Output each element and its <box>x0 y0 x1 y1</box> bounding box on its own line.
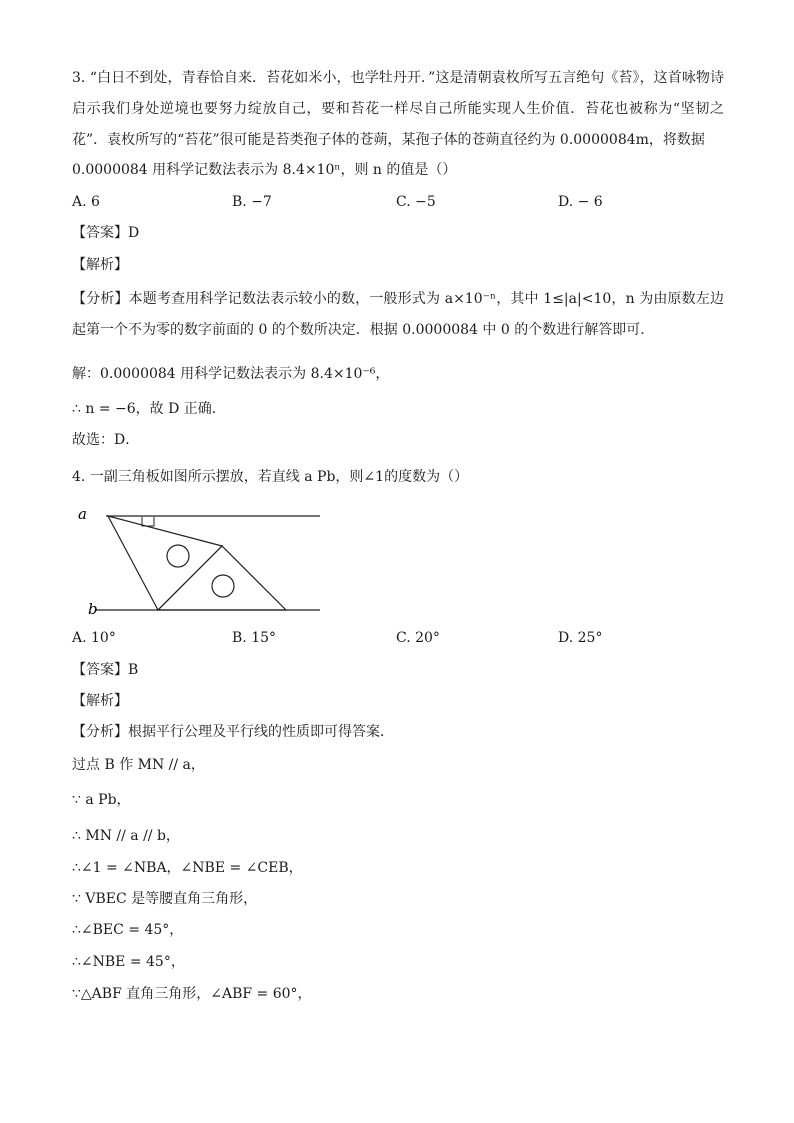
q4-jiexi: 【解析】 <box>72 693 128 709</box>
label-b: b <box>88 600 98 618</box>
q3-analysis: 【分析】本题考查用科学记数法表示较小的数，一般形式为 a×10⁻ⁿ，其中 1≤|a|<10，n 为由原数左边起第一个不为零的数字前面的 0 的个数所决定．根据 0.0000084 中 0 的个数进行解答即可． <box>72 291 724 338</box>
set-square-right <box>158 546 286 610</box>
q4-step-6: ∴∠BEC = 45°， <box>72 922 184 938</box>
q3-answer: 【答案】D <box>72 225 140 241</box>
q4-option-d[interactable]: D. 25° <box>558 630 603 646</box>
label-a: a <box>78 505 87 523</box>
q4-step-2: ∵ a Pb， <box>72 792 131 808</box>
triangle-ruler-figure <box>72 500 332 620</box>
q3-jiexi: 【解析】 <box>72 257 128 273</box>
q4-answer: 【答案】B <box>72 662 139 678</box>
q3-solution-1: 解：0.0000084 用科学记数法表示为 8.4×10⁻⁶， <box>72 366 390 382</box>
q3-option-a[interactable]: A. 6 <box>72 194 100 210</box>
q4-analysis: 【分析】根据平行公理及平行线的性质即可得答案． <box>72 724 394 740</box>
right-angle-mark <box>142 517 154 526</box>
q3-option-b[interactable]: B. −7 <box>232 194 272 210</box>
q3-stem: 3. “白日不到处，青春恰自来．苔花如米小，也学牡丹开．”这是清朝袁枚所写五言绝句《苔》，这首咏物诗启示我们身处逆境也要努力绽放自己，要和苔花一样尽自己所能实现人生价值．苔花也被称为“坚韧之花”．袁枚所写的“苔花”很可能是苔类孢子体的苍蒴，某孢子体的苍蒴直径约为 0.0000084m，将数据 <box>72 70 724 148</box>
q4-option-a[interactable]: A. 10° <box>72 630 116 646</box>
q3-stem-line2: 0.0000084 用科学记数法表示为 8.4×10ⁿ，则 n 的值是（） <box>72 162 457 178</box>
q4-option-b[interactable]: B. 15° <box>232 630 277 646</box>
q3-solution-3: 故选：D． <box>72 432 140 448</box>
q3-option-d[interactable]: D. − 6 <box>558 194 603 210</box>
q3-solution-2: ∴ n = −6，故 D 正确． <box>72 401 226 417</box>
q4-step-8: ∵△ABF 直角三角形，∠ABF = 60°， <box>72 986 312 1002</box>
ruler-hole-1 <box>167 545 189 567</box>
q4-step-7: ∴∠NBE = 45°， <box>72 954 185 970</box>
q4-step-3: ∴ MN // a // b， <box>72 828 180 844</box>
q4-step-5: ∵ VBEC 是等腰直角三角形， <box>72 891 258 907</box>
q4-step-4: ∴∠1 = ∠NBA，∠NBE = ∠CEB， <box>72 860 303 876</box>
q3-option-c[interactable]: C. −5 <box>396 194 436 210</box>
q4-option-c[interactable]: C. 20° <box>396 630 440 646</box>
q4-step-1: 过点 B 作 MN // a， <box>72 757 205 773</box>
ruler-hole-2 <box>212 575 234 597</box>
q4-stem: 4. 一副三角板如图所示摆放，若直线 a Pb，则∠1的度数为（） <box>72 469 469 485</box>
